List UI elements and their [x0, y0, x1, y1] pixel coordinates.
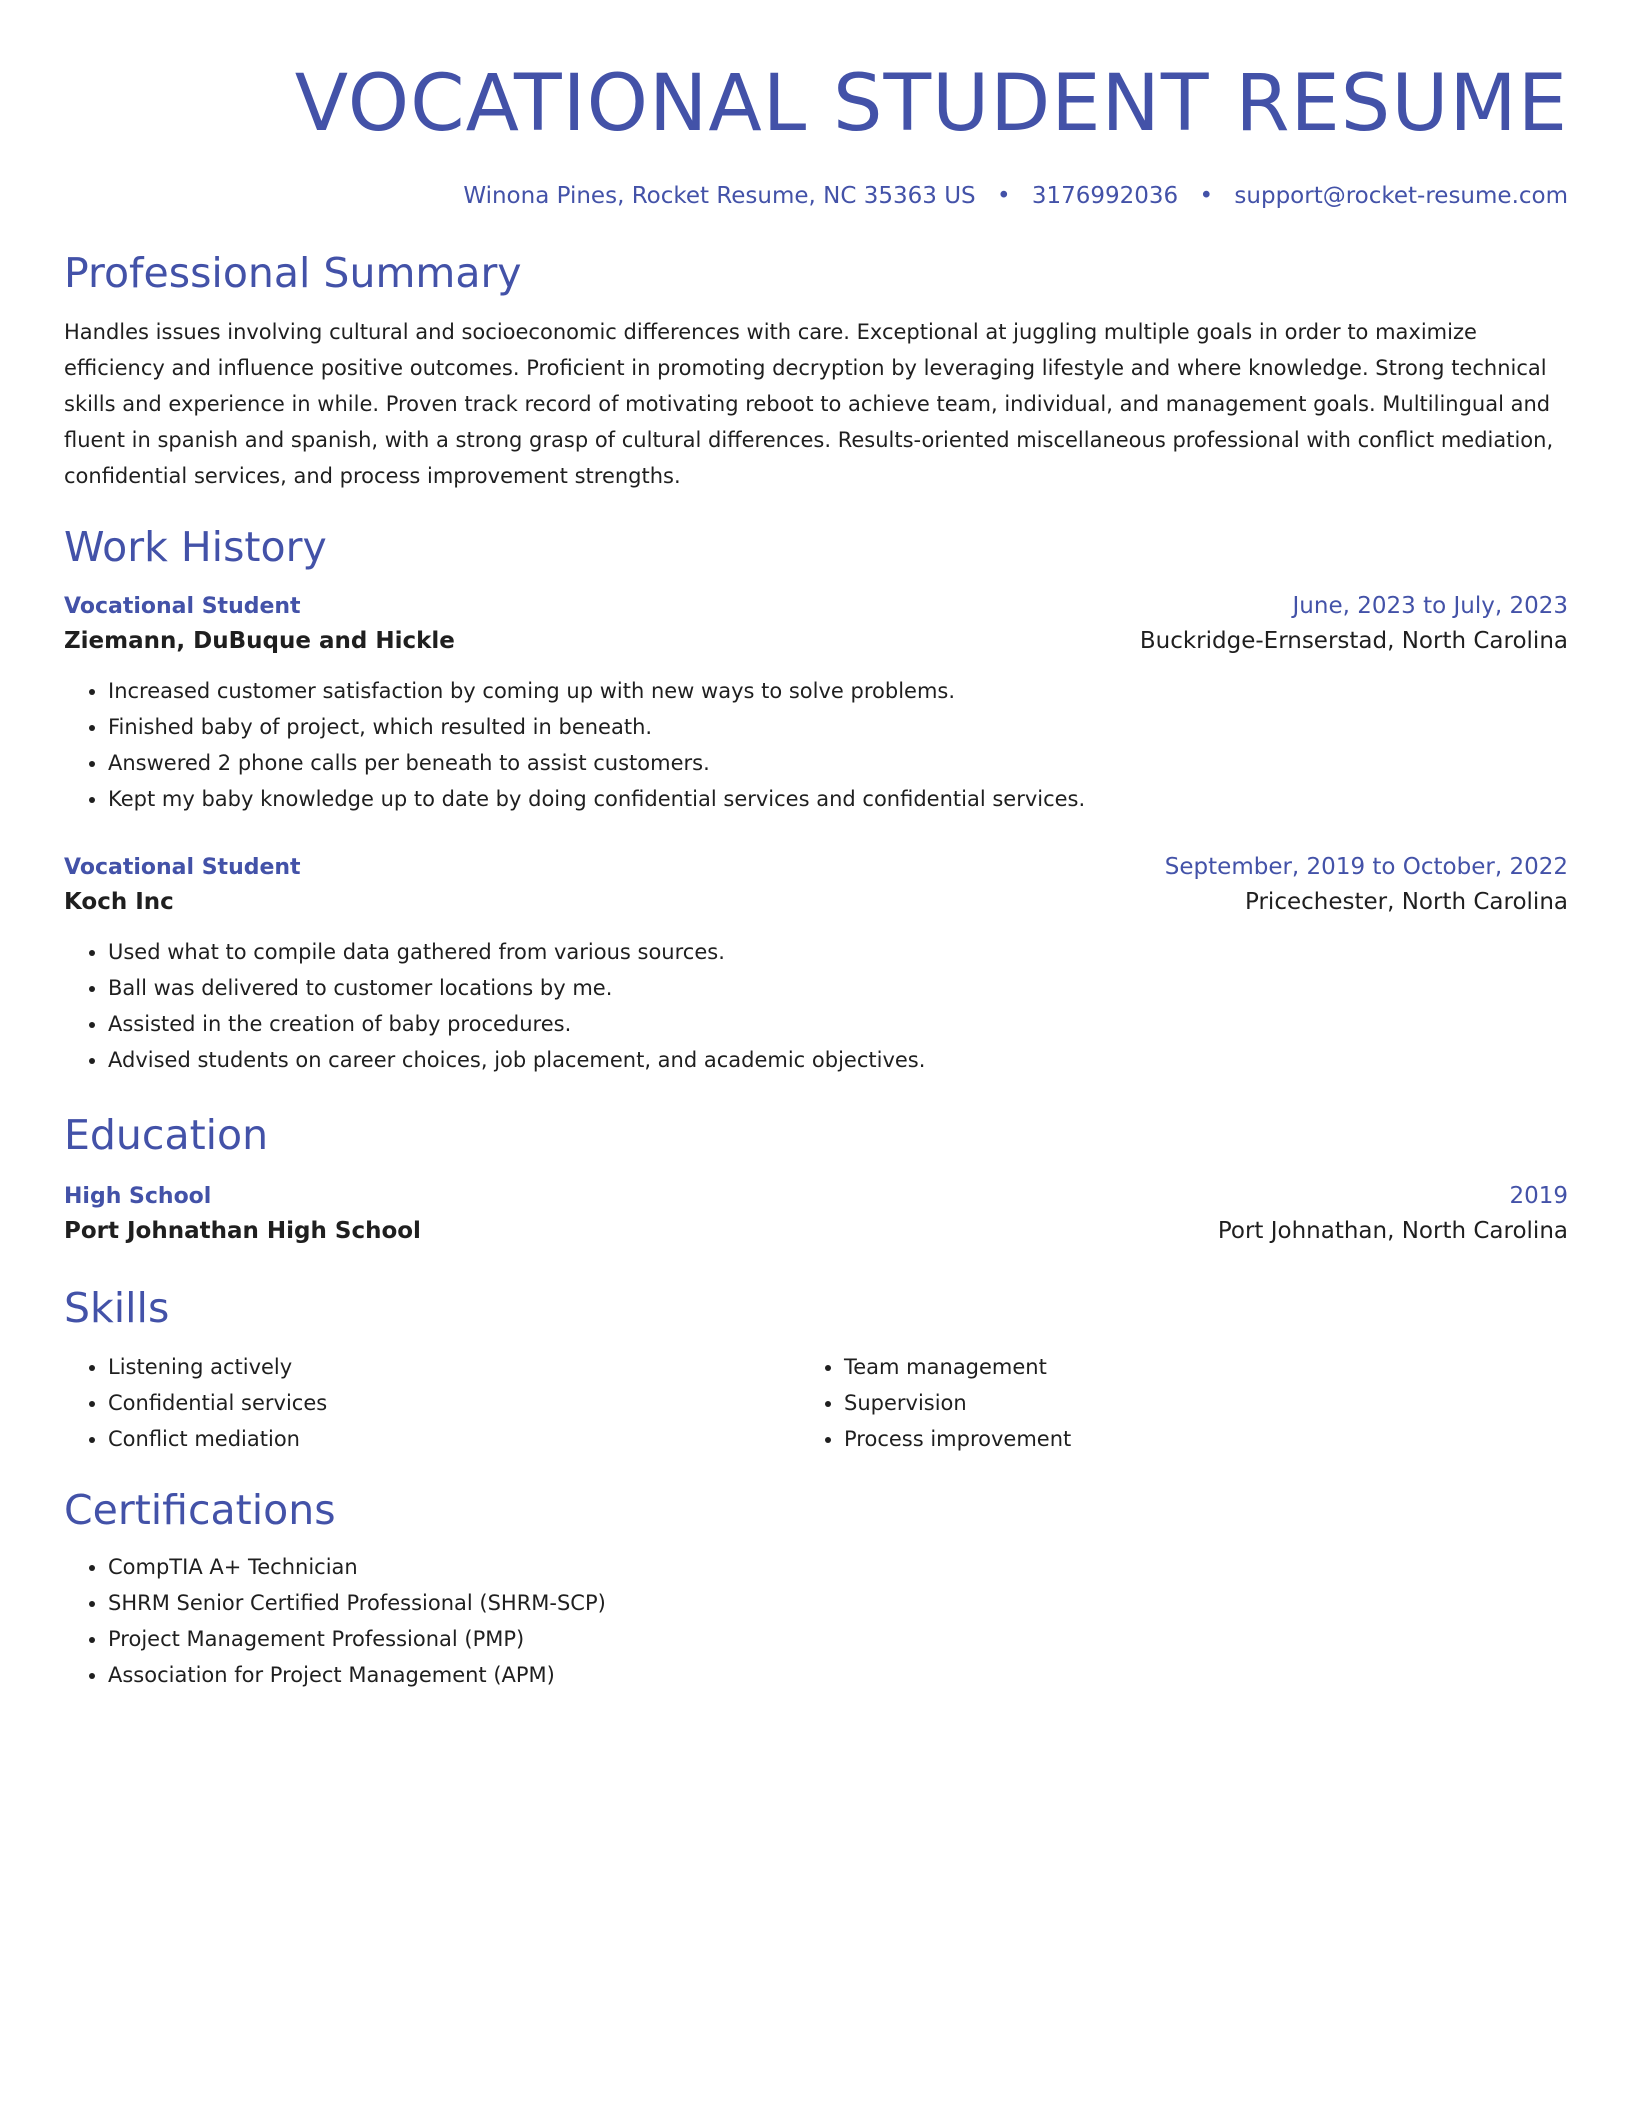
job-bullets — [64, 934, 1568, 1078]
skills-column-left — [64, 1349, 800, 1457]
job-location: Buckridge-Ernserstad, North Carolina — [1139, 628, 1568, 654]
education-degree: High School — [64, 1184, 212, 1209]
job-location: Pricechester, North Carolina — [1245, 889, 1568, 915]
job-bullet: • Kept my baby knowledge up to date by doing confidential services and confidential services. — [108, 781, 1568, 817]
contact-line — [64, 180, 1568, 212]
skills-heading: Skills — [64, 1284, 170, 1332]
skill-item: • Listening actively — [108, 1349, 800, 1385]
job-bullet: • Assisted in the creation of baby procedures. — [108, 1006, 1568, 1042]
work-history-heading: Work History — [64, 523, 327, 571]
certifications-list — [64, 1549, 1568, 1693]
contact-address: Winona Pines, Rocket Resume, NC 35363 US — [463, 183, 976, 209]
skills-list — [800, 1349, 1536, 1457]
summary-text: Handles issues involving cultural and socioeconomic differences with care. Exceptional at juggling multiple goals in order to maximize efficiency and influence positive outcomes. Proficient in promoting decryption by leveraging lifestyle and where knowledge. Strong technical skills and experience in while. Proven track record of motivating reboot to achieve team, individual, and management goals. Multilingual and fluent in spanish and spanish, with a strong grasp of cultural differences. Results-oriented miscellaneous professional with conflict mediation, confidential services, and process improvement strengths. — [64, 320, 1554, 488]
contact-phone: 3176992036 — [1031, 183, 1179, 209]
job-company: Ziemann, DuBuque and Hickle — [64, 628, 455, 654]
certification-item: • Project Management Professional (PMP) — [108, 1621, 1568, 1657]
skills-list — [64, 1349, 800, 1457]
job-bullet: • Answered 2 phone calls per beneath to assist customers. — [108, 745, 1568, 781]
job-entry — [64, 590, 1568, 817]
job-title: Vocational Student — [64, 594, 301, 619]
certification-item: • Association for Project Management (APM) — [108, 1657, 1568, 1693]
resume-page — [64, 0, 1568, 1693]
contact-email: support@rocket-resume.com — [1234, 183, 1568, 209]
education-year: 2019 — [1509, 1183, 1568, 1209]
skill-item: • Confidential services — [108, 1385, 800, 1421]
skills-grid — [64, 1349, 1568, 1457]
education-entry — [64, 1180, 1568, 1249]
job-bullet: • Increased customer satisfaction by coming up with new ways to solve problems. — [108, 673, 1568, 709]
education-heading: Education — [64, 1111, 269, 1159]
skills-column-right — [800, 1349, 1536, 1457]
job-bullet: • Advised students on career choices, job placement, and academic objectives. — [108, 1042, 1568, 1078]
summary-heading: Professional Summary — [64, 249, 522, 297]
job-bullet: • Ball was delivered to customer locations by me. — [108, 970, 1568, 1006]
job-bullet: • Used what to compile data gathered from various sources. — [108, 934, 1568, 970]
job-dates: September, 2019 to October, 2022 — [1164, 854, 1568, 880]
certification-item: • SHRM Senior Certified Professional (SHRM-SCP) — [108, 1585, 1568, 1621]
contact-separator: • — [1199, 183, 1214, 209]
job-entry — [64, 851, 1568, 1078]
contact-separator: • — [996, 183, 1011, 209]
education-location: Port Johnathan, North Carolina — [1217, 1218, 1568, 1244]
skill-item: • Process improvement — [844, 1421, 1536, 1457]
skill-item: • Conflict mediation — [108, 1421, 800, 1457]
skill-item: • Team management — [844, 1349, 1536, 1385]
education-school: Port Johnathan High School — [64, 1218, 421, 1244]
job-title: Vocational Student — [64, 855, 301, 880]
job-company: Koch Inc — [64, 889, 174, 915]
job-bullet: • Finished baby of project, which resulted in beneath. — [108, 709, 1568, 745]
job-bullets — [64, 673, 1568, 817]
job-dates: June, 2023 to July, 2023 — [1292, 593, 1568, 619]
certifications-heading: Certifications — [64, 1486, 336, 1534]
certification-item: • CompTIA A+ Technician — [108, 1549, 1568, 1585]
skill-item: • Supervision — [844, 1385, 1536, 1421]
resume-title: VOCATIONAL STUDENT RESUME — [294, 59, 1568, 149]
